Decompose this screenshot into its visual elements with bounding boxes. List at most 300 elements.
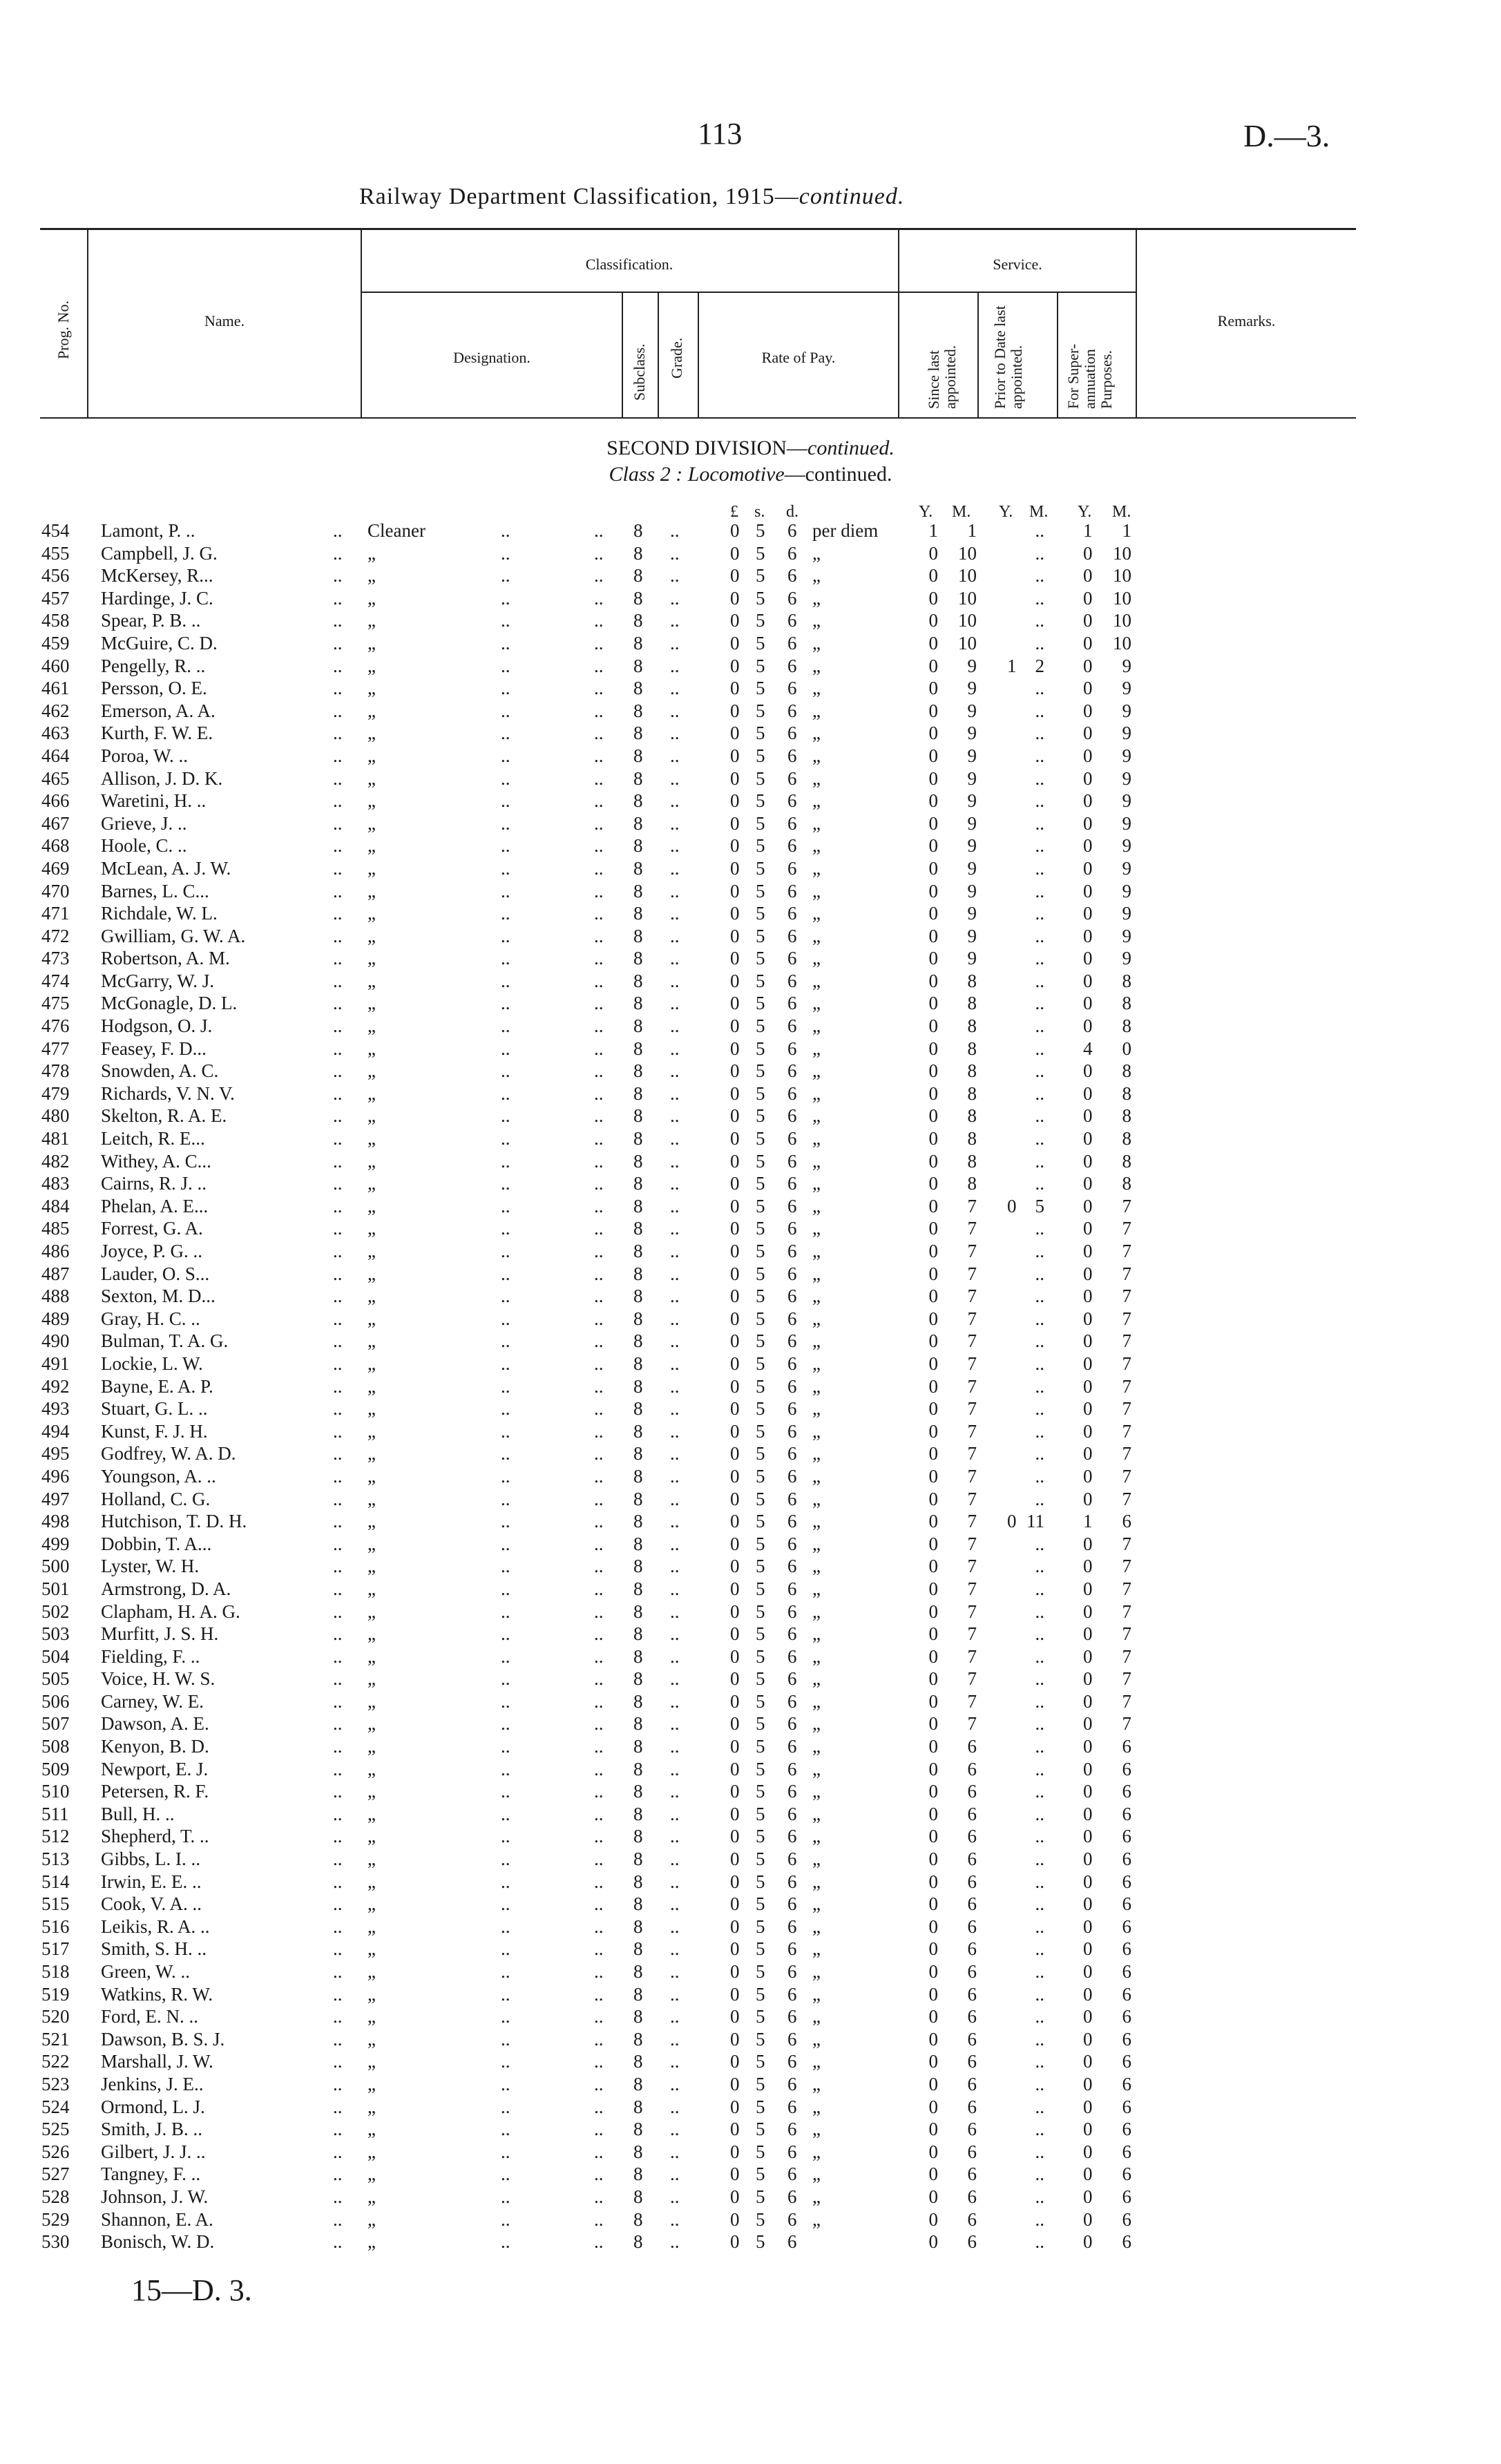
since-years: 0 (928, 2208, 938, 2230)
super-years: 0 (1083, 1601, 1093, 1622)
leader-dots: .. (501, 1286, 510, 1307)
super-months: 8 (1122, 1128, 1131, 1149)
leader-dots: .. (333, 1601, 343, 1622)
super-years: 0 (1083, 1443, 1093, 1464)
rate-pounds: 0 (730, 1781, 740, 1802)
super-months: 9 (1122, 700, 1131, 721)
rate-pounds: 0 (730, 1038, 740, 1059)
rate-pence: 6 (787, 1195, 797, 1216)
subclass: 8 (633, 1781, 643, 1802)
designation: „ (367, 1082, 376, 1104)
leader-dots: .. (333, 700, 343, 721)
leader-dots: .. (670, 1736, 680, 1757)
rate-pounds: 0 (730, 2231, 740, 2253)
rate-unit: „ (812, 1218, 821, 1239)
designation: „ (367, 2208, 376, 2230)
rate-unit: „ (812, 1286, 821, 1307)
leader-dots: .. (594, 1398, 604, 1420)
rate-pounds: 0 (730, 1353, 740, 1374)
designation: „ (367, 542, 376, 564)
super-months: 6 (1122, 1803, 1131, 1824)
subclass: 8 (633, 565, 643, 586)
since-months: 6 (967, 1758, 977, 1779)
leader-dots: .. (670, 565, 680, 586)
leader-dots: .. (333, 1893, 343, 1915)
since-months: 6 (967, 2141, 977, 2162)
since-years: 0 (928, 1736, 938, 1757)
leader-dots: .. (501, 678, 510, 699)
since-years: 0 (928, 903, 938, 924)
leader-dots: .. (501, 1849, 510, 1870)
rate-unit: „ (812, 2164, 821, 2185)
prog-number: 489 (41, 1308, 70, 1329)
leader-dots: .. (333, 1263, 343, 1284)
rate-unit: „ (812, 1623, 821, 1645)
since-years: 0 (928, 1038, 938, 1059)
subclass: 8 (633, 610, 643, 631)
since-years: 0 (928, 1758, 938, 1779)
rate-pence: 6 (787, 1398, 797, 1420)
prior-months: .. (1035, 993, 1044, 1014)
employee-name: Campbell, J. G. (101, 542, 218, 564)
table-row (0, 1645, 1501, 1668)
since-months: 10 (958, 632, 977, 653)
leader-dots: .. (501, 1443, 510, 1464)
subclass: 8 (633, 1533, 643, 1554)
super-months: 6 (1122, 2164, 1131, 2185)
since-months: 8 (967, 1038, 977, 1059)
leader-dots: .. (333, 655, 343, 676)
designation: „ (367, 903, 376, 924)
leader-dots: .. (594, 1173, 604, 1194)
leader-dots: .. (670, 1105, 680, 1127)
leader-dots: .. (594, 745, 604, 766)
super-months: 7 (1122, 1263, 1131, 1284)
since-months: 6 (967, 2073, 977, 2094)
leader-dots: .. (670, 1758, 680, 1779)
rate-pence: 6 (787, 925, 797, 946)
prior-months: .. (1035, 1218, 1044, 1239)
leader-dots: .. (333, 1488, 343, 1509)
prior-months: .. (1035, 1938, 1044, 1960)
leader-dots: .. (594, 1533, 604, 1554)
since-months: 7 (967, 1713, 977, 1735)
since-years: 0 (928, 678, 938, 699)
prog-number: 502 (41, 1601, 70, 1622)
leader-dots: .. (670, 1713, 680, 1735)
super-months: 7 (1122, 1195, 1131, 1216)
since-months: 9 (967, 700, 977, 721)
super-months: 9 (1122, 835, 1131, 857)
rate-shillings: 5 (756, 2164, 765, 2185)
prog-number: 487 (41, 1263, 70, 1284)
designation: „ (367, 1286, 376, 1307)
leader-dots: .. (670, 1398, 680, 1420)
rate-pence: 6 (787, 2051, 797, 2072)
leader-dots: .. (670, 2208, 680, 2230)
prog-number: 483 (41, 1173, 70, 1194)
unit-months: M. (1029, 503, 1049, 521)
since-months: 10 (958, 587, 977, 609)
leader-dots: .. (594, 2119, 604, 2140)
since-years: 0 (928, 1105, 938, 1127)
subclass: 8 (633, 1150, 643, 1172)
prior-years: 1 (1007, 655, 1017, 676)
rate-pounds: 0 (730, 767, 740, 789)
super-years: 0 (1083, 1623, 1093, 1645)
since-years: 0 (928, 1173, 938, 1194)
rate-pounds: 0 (730, 2073, 740, 2094)
leader-dots: .. (594, 723, 604, 744)
leader-dots: .. (501, 2208, 510, 2230)
leader-dots: .. (594, 520, 604, 541)
prior-months: .. (1035, 948, 1044, 969)
designation: „ (367, 632, 376, 653)
prog-number: 463 (41, 723, 70, 744)
rate-unit: „ (812, 2208, 821, 2230)
prior-months: .. (1035, 2119, 1044, 2140)
super-months: 7 (1122, 1465, 1131, 1487)
rate-pence: 6 (787, 970, 797, 991)
prior-months: .. (1035, 1556, 1044, 1577)
super-years: 0 (1083, 2141, 1093, 2162)
rate-shillings: 5 (756, 723, 765, 744)
since-months: 7 (967, 1263, 977, 1284)
designation: „ (367, 1781, 376, 1802)
super-years: 0 (1083, 1713, 1093, 1735)
table-row (0, 1442, 1501, 1465)
leader-dots: .. (670, 835, 680, 857)
since-years: 0 (928, 2073, 938, 2094)
rate-shillings: 5 (756, 1015, 765, 1037)
since-months: 6 (967, 2186, 977, 2207)
employee-name: Grieve, J. .. (101, 812, 187, 834)
rate-pence: 6 (787, 632, 797, 653)
subclass: 8 (633, 723, 643, 744)
designation: „ (367, 1353, 376, 1374)
leader-dots: .. (501, 1645, 510, 1667)
super-months: 9 (1122, 925, 1131, 946)
prog-number: 508 (41, 1736, 70, 1757)
leader-dots: .. (594, 1241, 604, 1261)
rate-pence: 6 (787, 1420, 797, 1442)
rate-pence: 6 (787, 1623, 797, 1645)
since-years: 0 (928, 2028, 938, 2050)
rate-unit: „ (812, 1916, 821, 1937)
table-row (0, 2231, 1501, 2253)
since-months: 6 (967, 2096, 977, 2117)
super-months: 9 (1122, 857, 1131, 879)
subclass: 8 (633, 1758, 643, 1779)
prog-number: 529 (41, 2208, 70, 2230)
rate-pounds: 0 (730, 1241, 740, 1261)
rate-shillings: 5 (756, 1308, 765, 1329)
leader-dots: .. (333, 723, 343, 744)
col-divider (1057, 292, 1058, 419)
super-months: 8 (1122, 1060, 1131, 1082)
designation: „ (367, 1826, 376, 1847)
designation: „ (367, 1871, 376, 1892)
table-row (0, 632, 1501, 655)
leader-dots: .. (501, 1150, 510, 1172)
rate-pence: 6 (787, 1826, 797, 1847)
employee-name: Barnes, L. C... (101, 880, 209, 901)
since-months: 7 (967, 1465, 977, 1487)
rate-unit: „ (812, 1488, 821, 1509)
since-years: 0 (928, 1150, 938, 1172)
prior-months: 2 (1035, 655, 1044, 676)
table-row (0, 902, 1501, 925)
leader-dots: .. (594, 1645, 604, 1667)
leader-dots: .. (670, 1983, 680, 2005)
prog-number: 455 (41, 542, 70, 564)
employee-list (0, 519, 1501, 2253)
rate-unit: „ (812, 1781, 821, 1802)
leader-dots: .. (333, 1420, 343, 1442)
employee-name: Newport, E. J. (101, 1758, 209, 1779)
since-years: 0 (928, 2164, 938, 2185)
since-years: 0 (928, 2231, 938, 2253)
since-months: 8 (967, 1015, 977, 1037)
rate-shillings: 5 (756, 1713, 765, 1735)
table-row (0, 1803, 1501, 1826)
prior-months: .. (1035, 1375, 1044, 1397)
unit-years: Y. (919, 503, 933, 521)
leader-dots: .. (333, 1060, 343, 1082)
rate-pounds: 0 (730, 903, 740, 924)
prog-number: 511 (41, 1803, 69, 1824)
super-years: 0 (1083, 1871, 1093, 1892)
rate-pence: 6 (787, 1353, 797, 1374)
since-years: 0 (928, 1826, 938, 1847)
since-years: 0 (928, 1420, 938, 1442)
rate-shillings: 5 (756, 970, 765, 991)
since-months: 8 (967, 1128, 977, 1149)
prior-months: .. (1035, 857, 1044, 879)
subclass: 8 (633, 1736, 643, 1757)
super-years: 0 (1083, 812, 1093, 834)
leader-dots: .. (594, 970, 604, 991)
rate-pounds: 0 (730, 2051, 740, 2072)
super-months: 7 (1122, 1330, 1131, 1352)
since-years: 0 (928, 1195, 938, 1216)
prog-number: 516 (41, 1916, 70, 1937)
leader-dots: .. (501, 700, 510, 721)
rate-shillings: 5 (756, 2208, 765, 2230)
super-years: 0 (1083, 565, 1093, 586)
designation: „ (367, 1849, 376, 1870)
table-row (0, 1038, 1501, 1060)
subclass: 8 (633, 1060, 643, 1082)
leader-dots: .. (333, 2186, 343, 2207)
rate-unit: „ (812, 2006, 821, 2027)
leader-dots: .. (594, 1781, 604, 1802)
designation: „ (367, 1983, 376, 2005)
rate-shillings: 5 (756, 1060, 765, 1082)
rate-shillings: 5 (756, 700, 765, 721)
rate-pounds: 0 (730, 1150, 740, 1172)
employee-name: McGonagle, D. L. (101, 993, 238, 1014)
designation: „ (367, 2164, 376, 2185)
rate-unit: „ (812, 1758, 821, 1779)
prog-number: 488 (41, 1286, 70, 1307)
rate-unit: „ (812, 1038, 821, 1059)
prior-months: .. (1035, 1128, 1044, 1149)
table-row (0, 2028, 1501, 2051)
rate-shillings: 5 (756, 2051, 765, 2072)
super-years: 0 (1083, 2006, 1093, 2027)
rate-unit: „ (812, 835, 821, 857)
since-months: 6 (967, 2051, 977, 2072)
prior-months: .. (1035, 2028, 1044, 2050)
since-months: 6 (967, 1849, 977, 1870)
designation: „ (367, 565, 376, 586)
super-years: 0 (1083, 2208, 1093, 2230)
leader-dots: .. (501, 1601, 510, 1622)
super-months: 9 (1122, 678, 1131, 699)
classification-underline (361, 292, 898, 293)
rate-pence: 6 (787, 2096, 797, 2117)
rate-unit: „ (812, 745, 821, 766)
leader-dots: .. (670, 655, 680, 676)
leader-dots: .. (670, 857, 680, 879)
leader-dots: .. (594, 1713, 604, 1735)
table-row (0, 925, 1501, 948)
prog-number: 454 (41, 520, 70, 541)
designation: „ (367, 655, 376, 676)
table-row (0, 1938, 1501, 1960)
table-row (0, 1353, 1501, 1375)
rate-pounds: 0 (730, 1015, 740, 1037)
super-years: 0 (1083, 610, 1093, 631)
prog-number: 469 (41, 857, 70, 879)
rate-shillings: 5 (756, 1150, 765, 1172)
prior-months: .. (1035, 520, 1044, 541)
leader-dots: .. (594, 1826, 604, 1847)
rate-unit: „ (812, 1420, 821, 1442)
prior-months: .. (1035, 1330, 1044, 1352)
since-months: 10 (958, 565, 977, 586)
leader-dots: .. (670, 970, 680, 991)
since-years: 0 (928, 1465, 938, 1487)
leader-dots: .. (333, 1128, 343, 1149)
leader-dots: .. (670, 1218, 680, 1239)
since-years: 0 (928, 925, 938, 946)
subclass: 8 (633, 1353, 643, 1374)
rate-pence: 6 (787, 1511, 797, 1532)
col-divider (977, 292, 979, 419)
since-months: 7 (967, 1533, 977, 1554)
table-row (0, 970, 1501, 993)
since-months: 7 (967, 1241, 977, 1261)
designation: „ (367, 1398, 376, 1420)
since-months: 7 (967, 1690, 977, 1712)
table-row (0, 1601, 1501, 1623)
leader-dots: .. (501, 1353, 510, 1374)
prog-number: 475 (41, 993, 70, 1014)
rate-unit: „ (812, 790, 821, 812)
since-months: 6 (967, 1803, 977, 1824)
rate-pence: 6 (787, 1690, 797, 1712)
rate-pounds: 0 (730, 2028, 740, 2050)
header-classification: Classification. (585, 256, 673, 273)
rate-pounds: 0 (730, 1713, 740, 1735)
since-years: 0 (928, 880, 938, 901)
table-row (0, 2096, 1501, 2119)
prior-months: .. (1035, 880, 1044, 901)
rate-unit: „ (812, 1150, 821, 1172)
super-months: 7 (1122, 1690, 1131, 1712)
prog-number: 505 (41, 1668, 70, 1690)
prog-number: 503 (41, 1623, 70, 1645)
leader-dots: .. (501, 1893, 510, 1915)
rate-shillings: 5 (756, 2186, 765, 2207)
rate-unit: „ (812, 1308, 821, 1329)
super-months: 6 (1122, 2141, 1131, 2162)
leader-dots: .. (333, 1375, 343, 1397)
super-months: 6 (1122, 1736, 1131, 1757)
prior-months: .. (1035, 2073, 1044, 2094)
rate-pounds: 0 (730, 2096, 740, 2117)
prior-months: .. (1035, 1736, 1044, 1757)
unit-years: Y. (999, 503, 1013, 521)
leader-dots: .. (333, 542, 343, 564)
leader-dots: .. (594, 1263, 604, 1284)
subclass: 8 (633, 2119, 643, 2140)
leader-dots: .. (594, 2006, 604, 2027)
table-row (0, 722, 1501, 745)
employee-name: Bull, H. .. (101, 1803, 175, 1824)
rate-pounds: 0 (730, 812, 740, 834)
leader-dots: .. (501, 1241, 510, 1261)
leader-dots: .. (594, 1871, 604, 1892)
leader-dots: .. (594, 632, 604, 653)
super-years: 0 (1083, 2164, 1093, 2185)
leader-dots: .. (594, 1105, 604, 1127)
since-years: 0 (928, 2051, 938, 2072)
rate-unit: „ (812, 2073, 821, 2094)
rate-unit: „ (812, 857, 821, 879)
table-row (0, 1375, 1501, 1398)
rate-pounds: 0 (730, 1983, 740, 2005)
leader-dots: .. (501, 1398, 510, 1420)
subclass: 8 (633, 1105, 643, 1127)
prior-months: .. (1035, 723, 1044, 744)
leader-dots: .. (670, 678, 680, 699)
employee-name: Holland, C. G. (101, 1488, 211, 1509)
prog-number: 481 (41, 1128, 70, 1149)
super-years: 0 (1083, 542, 1093, 564)
subclass: 8 (633, 1645, 643, 1667)
super-years: 0 (1083, 1128, 1093, 1149)
page-title (359, 184, 904, 210)
super-years: 0 (1083, 1938, 1093, 1960)
table-row (0, 700, 1501, 723)
since-months: 9 (967, 948, 977, 969)
leader-dots: .. (501, 1803, 510, 1824)
rate-unit: „ (812, 767, 821, 789)
since-months: 9 (967, 767, 977, 789)
leader-dots: .. (670, 1465, 680, 1487)
employee-name: Dawson, B. S. J. (101, 2028, 225, 2050)
leader-dots: .. (670, 520, 680, 541)
super-years: 0 (1083, 2073, 1093, 2094)
leader-dots: .. (501, 1758, 510, 1779)
leader-dots: .. (670, 1330, 680, 1352)
leader-dots: .. (501, 2073, 510, 2094)
since-months: 8 (967, 993, 977, 1014)
super-years: 0 (1083, 1668, 1093, 1690)
